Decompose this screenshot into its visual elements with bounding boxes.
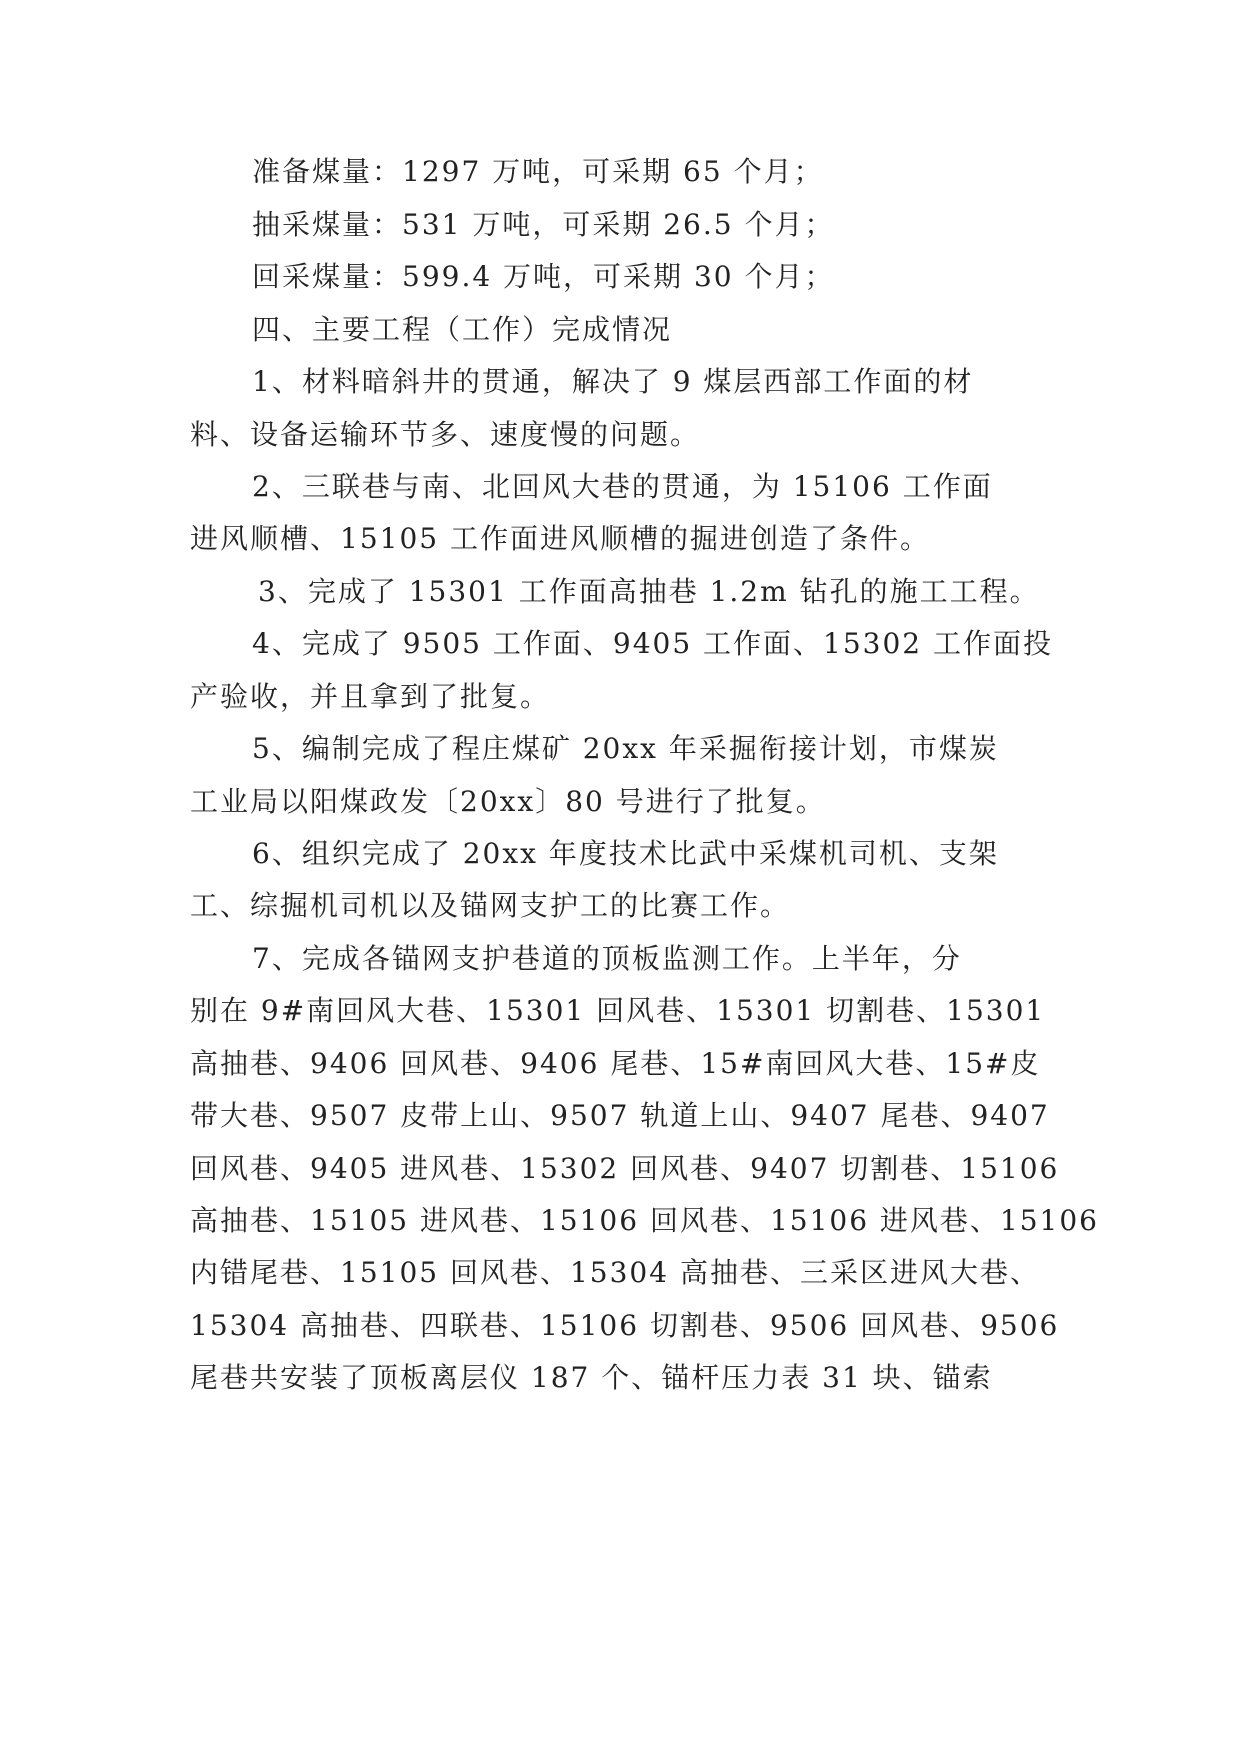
text-line-coal-extraction: 抽采煤量：531 万吨，可采期 26.5 个月； — [252, 208, 835, 241]
paragraph-line: 尾巷共安装了顶板离层仪 187 个、锚杆压力表 31 块、锚索 — [190, 1361, 993, 1394]
paragraph-line: 高抽巷、9406 回风巷、9406 尾巷、15#南回风大巷、15#皮 — [190, 1047, 1041, 1080]
paragraph-line: 2、三联巷与南、北回风大巷的贯通，为 15106 工作面 — [252, 470, 993, 503]
paragraph-line: 6、组织完成了 20xx 年度技术比武中采煤机司机、支架 — [252, 837, 999, 870]
text-line-coal-recovery: 回采煤量：599.4 万吨，可采期 30 个月； — [252, 260, 835, 293]
paragraph-line: 回风巷、9405 进风巷、15302 回风巷、9407 切割巷、15106 — [190, 1152, 1060, 1185]
paragraph-line: 产验收，并且拿到了批复。 — [190, 680, 551, 713]
paragraph-line: 带大巷、9507 皮带上山、9507 轨道上山、9407 尾巷、9407 — [190, 1099, 1050, 1132]
text-line-coal-prepared: 准备煤量：1297 万吨，可采期 65 个月； — [252, 155, 824, 188]
paragraph-line: 1、材料暗斜井的贯通，解决了 9 煤层西部工作面的材 — [252, 365, 974, 398]
paragraph-line: 料、设备运输环节多、速度慢的问题。 — [190, 418, 701, 451]
paragraph-line: 4、完成了 9505 工作面、9405 工作面、15302 工作面投 — [252, 627, 1054, 660]
paragraph-line: 工、综掘机司机以及锚网支护工的比赛工作。 — [190, 889, 791, 922]
paragraph-line: 高抽巷、15105 进风巷、15106 回风巷、15106 进风巷、15106 — [190, 1204, 1099, 1237]
paragraph-line: 15304 高抽巷、四联巷、15106 切割巷、9506 回风巷、9506 — [190, 1309, 1060, 1342]
paragraph-line: 工业局以阳煤政发〔20xx〕80 号进行了批复。 — [190, 785, 826, 818]
paragraph-line: 7、完成各锚网支护巷道的顶板监测工作。上半年，分 — [252, 942, 962, 975]
paragraph-line: 5、编制完成了程庄煤矿 20xx 年采掘衔接计划，市煤炭 — [252, 732, 999, 765]
paragraph-line: 3、完成了 15301 工作面高抽巷 1.2m 钻孔的施工工程。 — [258, 575, 1040, 608]
paragraph-line: 别在 9#南回风大巷、15301 回风巷、15301 切割巷、15301 — [190, 994, 1046, 1027]
paragraph-line: 进风顺槽、15105 工作面进风顺槽的掘进创造了条件。 — [190, 522, 930, 555]
section-heading: 四、主要工程（工作）完成情况 — [252, 313, 673, 346]
paragraph-line: 内错尾巷、15105 回风巷、15304 高抽巷、三采区进风大巷、 — [190, 1256, 1040, 1289]
